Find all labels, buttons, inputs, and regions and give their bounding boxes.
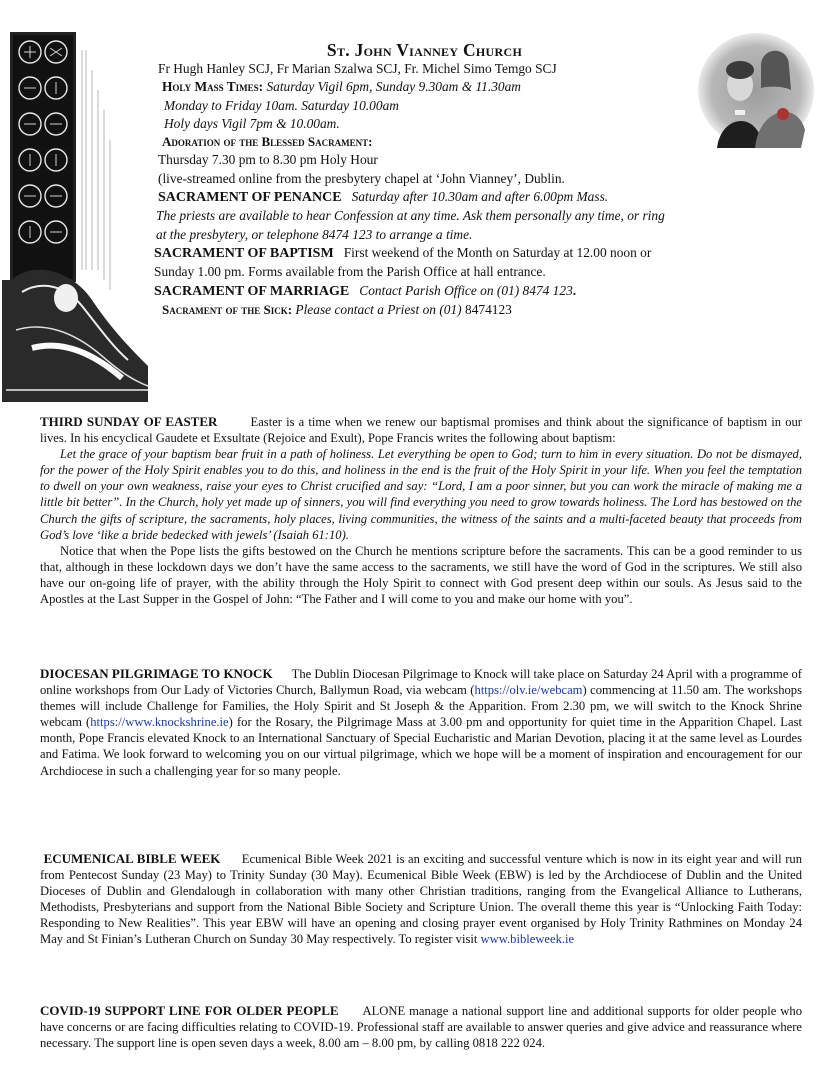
adoration-label: Adoration of the Blessed Sacrament:	[162, 134, 373, 150]
baptism-times: First weekend of the Month on Saturday at 12.00 noon or	[343, 244, 652, 260]
clergy-list: Fr Hugh Hanley SCJ, Fr Marian Szalwa SCJ, Fr. Michel Simo Temgo SCJ	[158, 61, 557, 76]
covid-heading: COVID-19 SUPPORT LINE FOR OLDER PEOPLE	[40, 1003, 339, 1018]
bible-heading: ECUMENICAL BIBLE WEEK	[43, 851, 221, 866]
church-title: St. John Vianney Church	[326, 40, 523, 60]
easter-heading: THIRD SUNDAY OF EASTER	[40, 414, 218, 429]
easter-quote: Let the grace of your baptism bear fruit in a path of holiness. Let everything be open to God; turn to him in every situation. Do not be dismayed, for the power of the Holy Spirit enables you to do this, and holiness in the end is the fruit of the Holy Spirit in your life. When you feel the temptation to dwell on your own weakness, raise your eyes to Christ crucified and say: “Lord, I am a poor sinner, but you can work the miracle of making me a little bit better”. In the Church, holy yet made up of sinners, you will find everything you need to grow towards holiness. The Lord has bestowed on the Church the gifts of scripture, the sacraments, holy places, living communities, the witness of the saints and a multi-faceted beauty that proceeds from God’s love ‘like a bride bedecked with jewels’ (Isaiah 61:10).	[40, 447, 802, 542]
knock-text-1: The Dublin Diocesan Pilgrimage to Knock will take place on Saturday 24 April with a programme of online workshops from Our Lady of Victories Church, Ballymun Road, via webcam (	[40, 667, 802, 698]
bibleweek-link[interactable]: www.bibleweek.ie	[480, 932, 575, 947]
mass-times-holyday: Holy days Vigil 7pm & 10.00am.	[164, 115, 340, 131]
knock-text-2: ) commencing at 11.50 am. The workshops themes will include Challenge for Families, the Holy Spirit and St Joseph & the Apparition. From 2.30 pm, we will switch to the Knock Shrine webcam (	[40, 683, 802, 730]
penance-times: Saturday after 10.30am and after 6.00pm Mass.	[351, 189, 609, 205]
bible-text: Ecumenical Bible Week 2021 is an exciting and successful venture which is now in its eight year and will run from Pentecost Sunday (23 May) to Trinity Sunday (30 May). Ecumenical Bible Week (EBW) is led by the Archdiocese of Dublin and the United Dioceses of Dublin and Glendalough in collaboration with many other Christian traditions, ranging from the Evangelical Alliance to Lutherans, Methodists, Presbyterians and support from the National Bible Society and Scripture Union. The overall theme this year is “Unlocking Faith Today: Responding to New Realities”. This year EBW will have an opening and closing prayer event organised by Holy Trinity Rathmines on Monday 24 May and St Finian’s Lutheran Church on Sunday 30 May respectively. To register visit	[40, 852, 803, 947]
section-covid-support-line	[40, 1003, 802, 1051]
mass-times-label: Holy Mass Times:	[162, 79, 264, 95]
saints-portrait-photo	[695, 30, 817, 150]
marriage-end: .	[572, 282, 577, 298]
parish-info-header	[152, 40, 697, 319]
olv-webcam-link[interactable]: https://olv.ie/webcam	[474, 683, 583, 698]
mass-times-line	[152, 78, 697, 96]
penance-info-1: The priests are available to hear Confession at any time. Ask them personally any time, or ring	[156, 208, 665, 224]
penance-info-2: at the presbytery, or telephone 8474 123 to arrange a time.	[156, 226, 473, 242]
mass-times-weekday: Monday to Friday 10am. Saturday 10.00am	[164, 97, 399, 113]
pieta-woodcut-illustration	[2, 30, 150, 402]
adoration-livestream: (live-streamed online from the presbytery chapel at ‘John Vianney’, Dublin.	[158, 170, 565, 186]
section-knock-pilgrimage	[40, 666, 802, 779]
knock-heading: DIOCESAN PILGRIMAGE TO KNOCK	[40, 666, 273, 681]
section-ecumenical-bible-week	[40, 851, 802, 948]
sick-label: Sacrament of the Sick:	[162, 301, 293, 317]
covid-text: ALONE manage a national support line and additional supports for older people who have concerns or are facing difficulties relating to COVID-19. Professional staff are available to answer queries and give advice and reassurance where necessary. The support line is open seven days a week, 8.00 am – 8.00 pm, by calling 0818 222 024.	[40, 1004, 802, 1051]
adoration-time: Thursday 7.30 pm to 8.30 pm Holy Hour	[158, 152, 378, 168]
knock-text-3: ) for the Rosary, the Pilgrimage Mass at 3.00 pm and opportunity for quiet time in the Apparition Chapel. Last month, Pope Francis elevated Knock to an International Sanctuary of Special Eucharistic and Marian Devotion, placing it at the same level as Lourdes and Fatima. We look forward to welcoming you on our virtual pilgrimage, which we hope will be a moment of inspiration and encouragement for our Archdiocese in such a challenging year for so many people.	[40, 715, 802, 778]
sick-number: 8474123	[465, 301, 512, 317]
baptism-info: Sunday 1.00 pm. Forms available from the Parish Office at hall entrance.	[154, 264, 546, 280]
knock-shrine-link[interactable]: https://www.knockshrine.ie	[90, 715, 229, 730]
marriage-contact: Contact Parish Office on (01) 8474 123	[359, 282, 573, 298]
marriage-label: SACRAMENT OF MARRIAGE	[154, 283, 350, 299]
easter-reflection: Notice that when the Pope lists the gifts bestowed on the Church he mentions scripture before the sacraments. This can be a good reminder to us that, although in these lockdown days we don’t have the same access to the sacraments, we still have the word of God in the scriptures. We still also have our on-going life of prayer, with the ability through the Holy Spirit to connect with God present deep within our souls. As Jesus said to the Apostles at the Last Supper in the Gospel of John: “The Father and I will come to you and make our home with you”.	[40, 543, 802, 607]
easter-intro: Easter is a time when we renew our baptismal promises and think about the significance of baptism in our lives. In his encyclical Gaudete et Exsultate (Rejoice and Exult), Pope Francis writes the following about baptism:	[40, 415, 802, 446]
baptism-label: SACRAMENT OF BAPTISM	[154, 245, 334, 261]
sick-contact: Please contact a Priest on (01)	[295, 301, 462, 317]
penance-label: SACRAMENT OF PENANCE	[158, 190, 342, 206]
section-third-sunday-easter	[40, 414, 802, 607]
mass-times-weekend: Saturday Vigil 6pm, Sunday 9.30am & 11.30am	[263, 79, 521, 95]
